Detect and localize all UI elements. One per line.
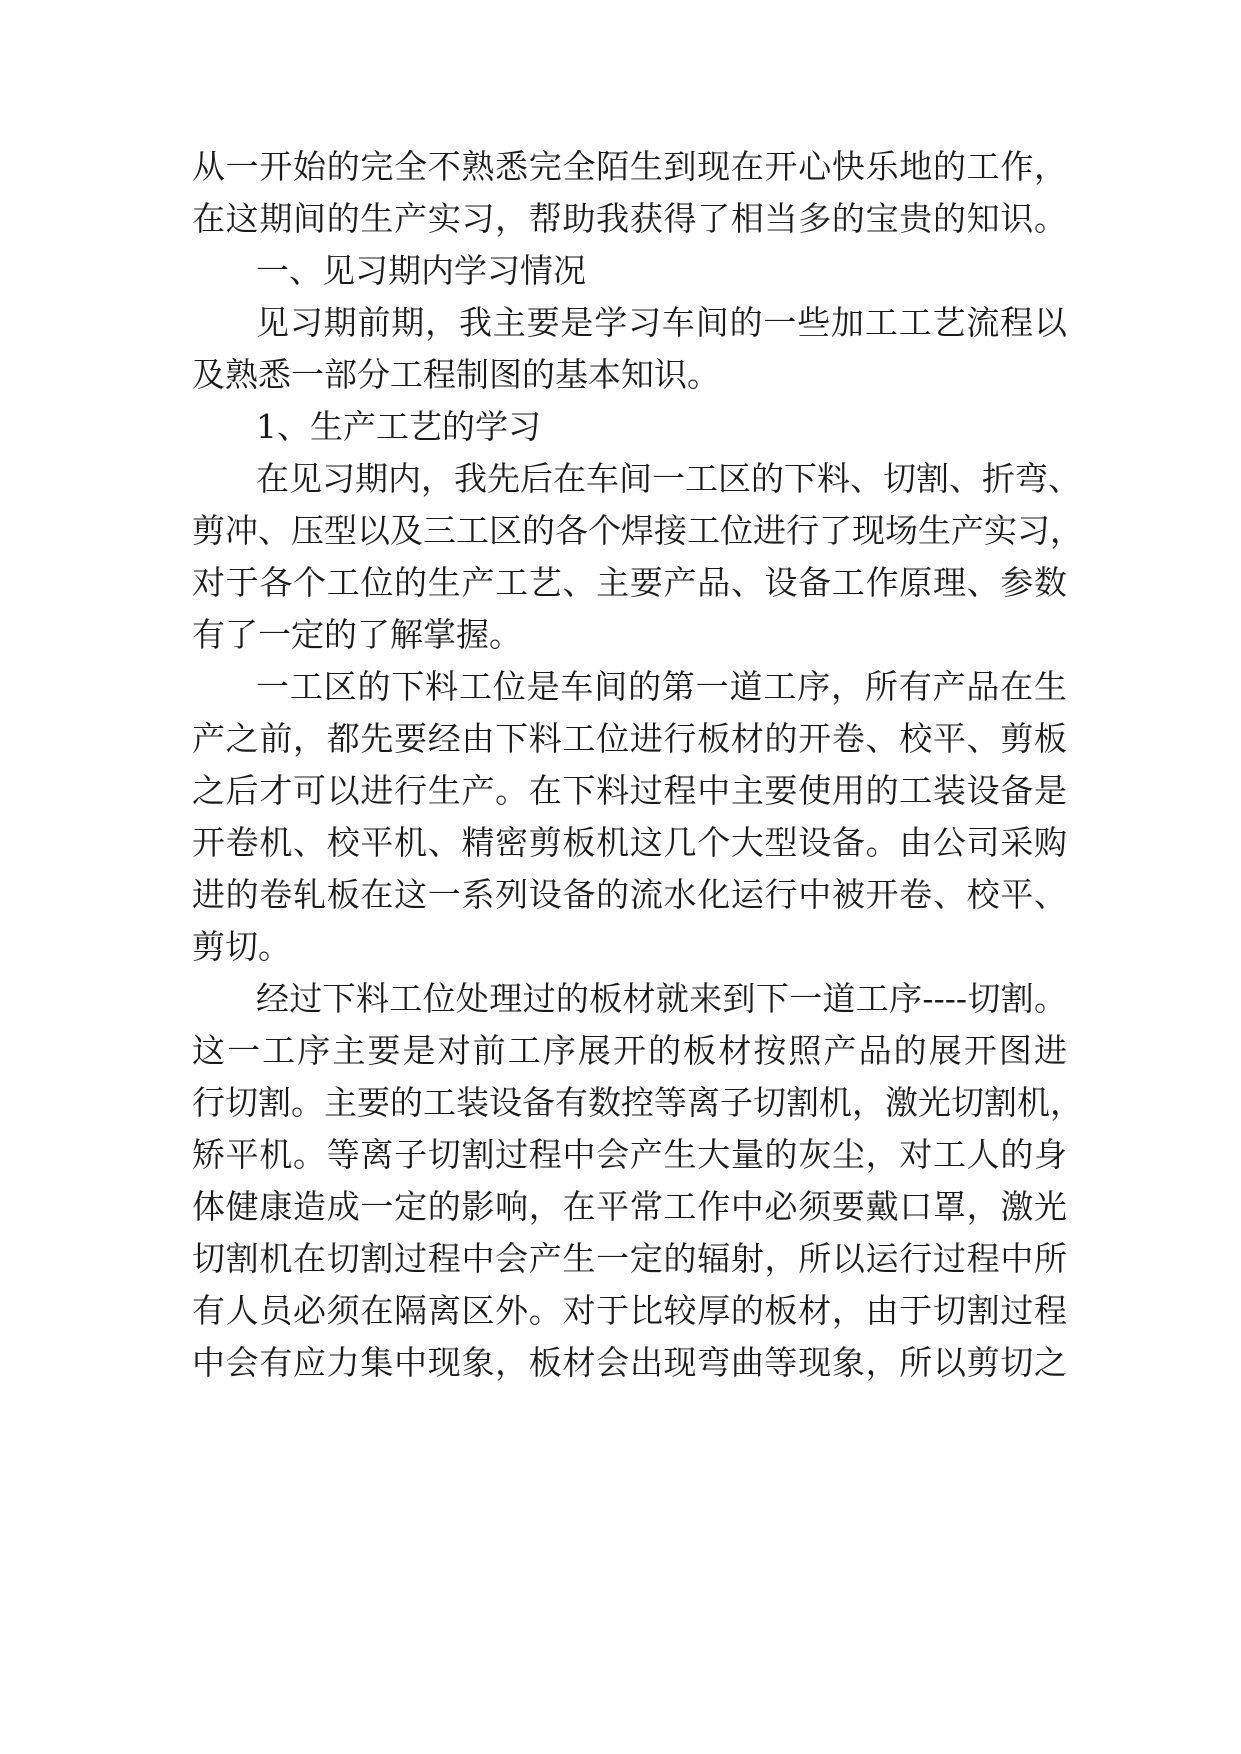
text-line: 产之前，都先要经由下料工位进行板材的开卷、校平、剪板 — [192, 719, 1067, 758]
text-line: 一工区的下料工位是车间的第一道工序，所有产品在生 — [256, 667, 1067, 706]
text-line: 进的卷轧板在这一系列设备的流水化运行中被开卷、校平、 — [192, 875, 1067, 914]
text-line: 及熟悉一部分工程制图的基本知识。 — [192, 355, 720, 394]
text-line: 这一工序主要是对前工序展开的板材按照产品的展开图进 — [192, 1031, 1067, 1070]
text-line: 经过下料工位处理过的板材就来到下一道工序----切割。 — [256, 979, 1067, 1018]
text-line: 在这期间的生产实习，帮助我获得了相当多的宝贵的知识。 — [192, 199, 1067, 238]
text-line: 在见习期内，我先后在车间一工区的下料、切割、折弯、 — [256, 459, 1081, 498]
text-line: 剪冲、压型以及三工区的各个焊接工位进行了现场生产实习， — [192, 511, 1083, 550]
text-line: 体健康造成一定的影响，在平常工作中必须要戴口罩，激光 — [192, 1187, 1067, 1226]
text-line: 矫平机。等离子切割过程中会产生大量的灰尘，对工人的身 — [192, 1135, 1067, 1174]
text-line: 有人员必须在隔离区外。对于比较厚的板材，由于切割过程 — [192, 1291, 1067, 1330]
text-line: 有了一定的了解掌握。 — [192, 615, 522, 654]
text-line: 行切割。主要的工装设备有数控等离子切割机，激光切割机， — [192, 1083, 1083, 1122]
section-heading: 一、见习期内学习情况 — [256, 251, 586, 290]
subsection-heading: 1、生产工艺的学习 — [256, 407, 541, 446]
text-line: 开卷机、校平机、精密剪板机这几个大型设备。由公司采购 — [192, 823, 1067, 862]
text-line: 对于各个工位的生产工艺、主要产品、设备工作原理、参数 — [192, 563, 1067, 602]
text-line: 从一开始的完全不熟悉完全陌生到现在开心快乐地的工作， — [192, 147, 1067, 186]
text-line: 剪切。 — [192, 927, 291, 966]
text-line: 切割机在切割过程中会产生一定的辐射，所以运行过程中所 — [192, 1239, 1067, 1278]
text-line: 之后才可以进行生产。在下料过程中主要使用的工装设备是 — [192, 771, 1067, 810]
text-line: 中会有应力集中现象，板材会出现弯曲等现象，所以剪切之 — [192, 1343, 1067, 1382]
text-line: 见习期前期，我主要是学习车间的一些加工工艺流程以 — [256, 303, 1067, 342]
